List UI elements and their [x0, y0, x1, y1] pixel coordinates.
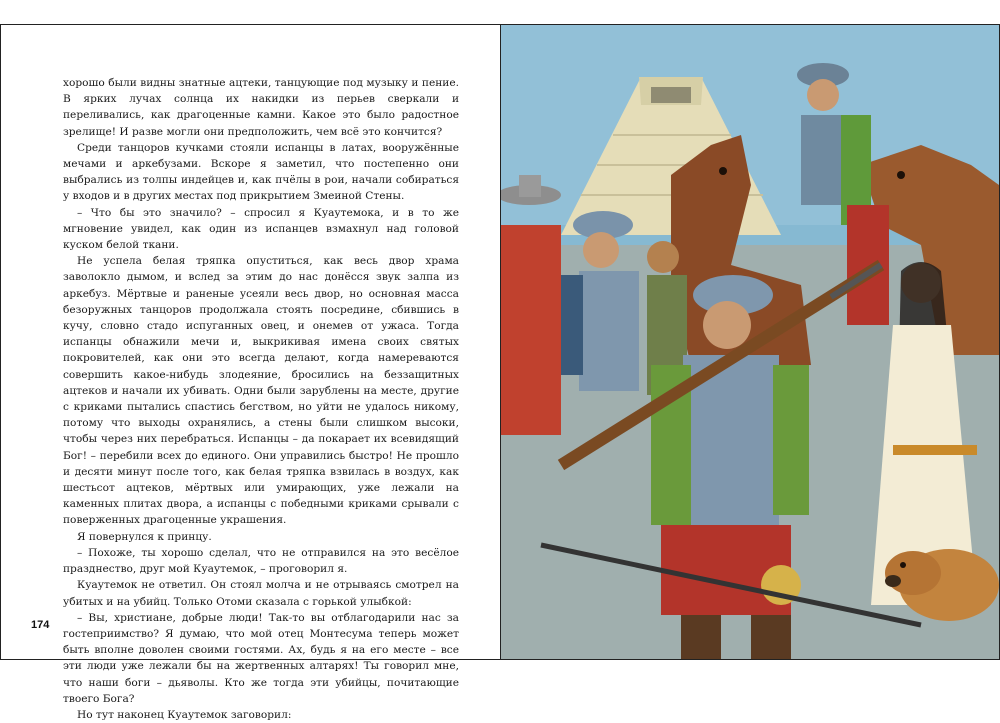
paragraph: Я повернулся к принцу. — [77, 530, 212, 543]
paragraph: – Вы, христиане, добрые люди! Так-то вы отблагодарили нас за гостеприимство? Я думаю, что мой отец Монтесума теперь может быть вполне доволен своими гостями. Ах, будь я на его месте – все эти люди уже лежали бы на жертвенных алтарях! Ты говорил мне, что наши боги – дьяволы. Кто же тогда эти убийцы, почитающие твоего Бога? — [63, 611, 459, 705]
page-number: 174 — [31, 619, 50, 631]
paragraph: Но тут наконец Куаутемок заговорил: — [77, 708, 292, 721]
paragraph: Не успела белая тряпка опуститься, как весь двор храма заволокло дымом, и вслед за этим до нас донёсся звук залпа из аркебуз. Мёртвые и раненые усеяли весь двор, но основная масса безоружных танцоров продолжала стоять посредине, сбившись в кучу, словно стадо испуганных овец, и онемев от ужаса. Тогда испанцы обнажили мечи и, выкрикивая имена своих святых покровителей, как они это всегда делают, когда намереваются совершить какое-нибудь злодеяние, бросились на беззащитных ацтеков и начали их убивать. Одни были зарублены на месте, другие с криками пытались спастись бегством, но уйти не удалось никому, потому что выходы охранялись, а стены были слишком высоки, чтобы через них перебраться. Испанцы – да покарает их всевидящий Бог! – перебили всех до единого. Они управились быстро! Не прошло и десяти минут после того, как белая тряпка взвилась в воздух, как шестьсот ацтеков, мёртвых или умирающих, уже лежали на каменных плитах двора, а испанцы с победными криками срывали с поверженных драгоценные украшения. — [63, 255, 459, 527]
story-text — [63, 75, 459, 723]
paragraph: – Что бы это значило? – спросил я Куаутемока, и в то же мгновение увидел, как один из испанцев взмахнул над головой куском белой ткани. — [63, 206, 459, 252]
illustration-page — [500, 24, 1000, 660]
paragraph: Куаутемок не ответил. Он стоял молча и не отрываясь смотрел на убитых и на убийц. Только Отоми сказала с горькой улыбкой: — [63, 579, 459, 608]
paragraph: Среди танцоров кучками стояли испанцы в латах, вооружённые мечами и аркебузами. Вскоре я заметил, что постепенно они выбрались из толпы индейцев и, как пчёлы в рои, начали собираться у входов и в других местах под прикрытием Змеиной Стены. — [63, 141, 459, 203]
paragraph: хорошо были видны знатные ацтеки, танцующие под музыку и пение. В ярких лучах солнца их накидки из перьев сверкали и переливались, как драгоценные камни. Какое это было радостное зрелище! И разве могли они предположить, чем всё это кончится? — [63, 77, 459, 138]
paragraph: – Похоже, ты хорошо сделал, что не отправился на это весёлое празднество, друг мой Куаутемок, – проговорил я. — [63, 546, 459, 576]
conquistadors-illustration — [501, 25, 999, 659]
left-page — [0, 24, 500, 721]
